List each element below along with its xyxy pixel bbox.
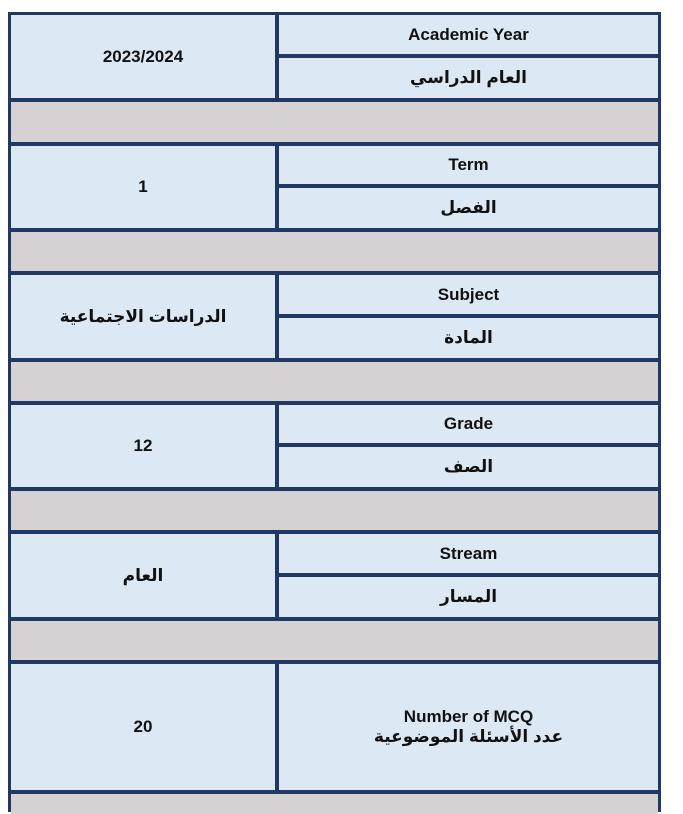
row-separator	[11, 362, 658, 401]
academic-year-label-ar: العام الدراسي	[279, 58, 658, 98]
academic-year-value: 2023/2024	[11, 15, 275, 98]
row-separator	[11, 491, 658, 530]
mcq-count-value: 20	[11, 664, 275, 790]
stream-label-ar: المسار	[279, 577, 658, 617]
grade-label-ar: الصف	[279, 447, 658, 487]
term-label-ar: الفصل	[279, 188, 658, 228]
stream-label-en: Stream	[279, 534, 658, 573]
mcq-label-cell	[279, 664, 658, 790]
row-separator	[11, 621, 658, 660]
stream-value: العام	[11, 534, 275, 617]
row-separator	[11, 232, 658, 271]
mcq-label-stack	[374, 707, 563, 748]
grade-label-en: Grade	[279, 405, 658, 443]
subject-value: الدراسات الاجتماعية	[11, 275, 275, 358]
info-table	[8, 12, 661, 812]
grade-value: 12	[11, 405, 275, 487]
row-separator	[11, 102, 658, 142]
subject-label-en: Subject	[279, 275, 658, 314]
term-label-en: Term	[279, 146, 658, 184]
subject-label-ar: المادة	[279, 318, 658, 358]
academic-year-label-en: Academic Year	[279, 15, 658, 54]
row-separator	[11, 794, 658, 814]
mcq-label-en: Number of MCQ	[403, 706, 534, 726]
term-value: 1	[11, 146, 275, 228]
mcq-label-ar: عدد الأسئلة الموضوعية	[373, 727, 564, 746]
